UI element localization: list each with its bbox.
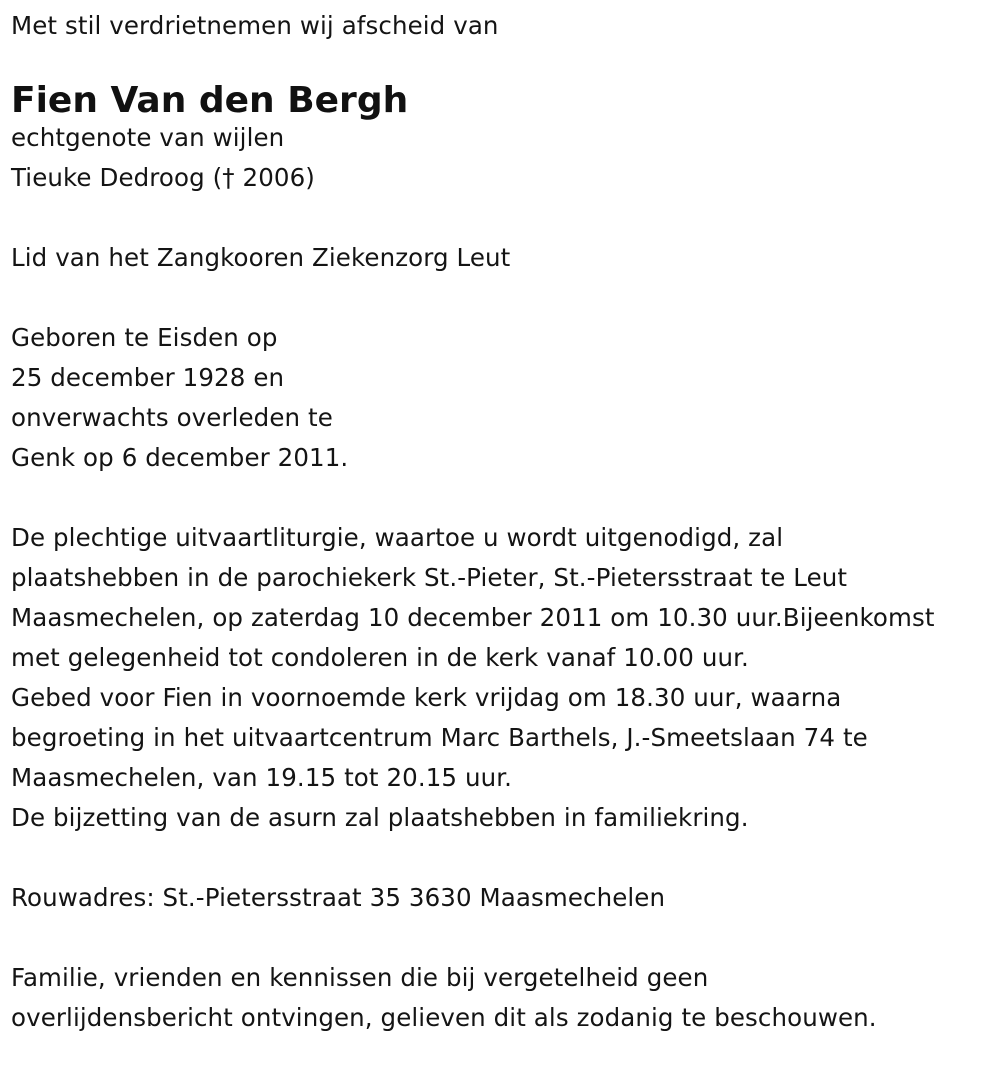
birth-death-line: onverwachts overleden te	[11, 403, 333, 432]
ceremony-line: Maasmechelen, op zaterdag 10 december 2011 om 10.30 uur.Bijeenkomst	[11, 603, 935, 632]
birth-death-line: Geboren te Eisden op	[11, 323, 278, 352]
spouse-line-1: echtgenote van wijlen	[11, 123, 285, 152]
ceremony-line: plaatshebben in de parochiekerk St.-Pieter, St.-Pietersstraat te Leut	[11, 563, 848, 592]
spacer	[11, 918, 1000, 958]
closing-line: overlijdensbericht ontvingen, gelieven dit als zodanig te beschouwen.	[11, 1003, 877, 1032]
ceremony-line: begroeting in het uitvaartcentrum Marc Barthels, J.-Smeetslaan 74 te	[11, 723, 868, 752]
birth-death-line: 25 december 1928 en	[11, 363, 285, 392]
ceremony-line: De plechtige uitvaartliturgie, waartoe u wordt uitgenodigd, zal	[11, 523, 784, 552]
mourning-address: Rouwadres: St.-Pietersstraat 35 3630 Maasmechelen	[11, 883, 666, 912]
spouse-line-2: Tieuke Dedroog († 2006)	[11, 163, 315, 192]
birth-death-line: Genk op 6 december 2011.	[11, 443, 349, 472]
intro-text: Met stil verdrietnemen wij afscheid van	[11, 11, 499, 40]
ceremony-line: Gebed voor Fien in voornoemde kerk vrijdag om 18.30 uur, waarna	[11, 683, 842, 712]
spacer	[11, 198, 1000, 238]
spacer	[11, 278, 1000, 318]
ceremony-line: Maasmechelen, van 19.15 tot 20.15 uur.	[11, 763, 513, 792]
deceased-name: Fien Van den Bergh	[11, 80, 409, 121]
spacer	[11, 838, 1000, 878]
closing-line: Familie, vrienden en kennissen die bij vergetelheid geen	[11, 963, 709, 992]
ceremony-line: De bijzetting van de asurn zal plaatshebben in familiekring.	[11, 803, 749, 832]
spacer	[11, 478, 1000, 518]
ceremony-line: met gelegenheid tot condoleren in de kerk vanaf 10.00 uur.	[11, 643, 749, 672]
membership-text: Lid van het Zangkooren Ziekenzorg Leut	[11, 243, 511, 272]
